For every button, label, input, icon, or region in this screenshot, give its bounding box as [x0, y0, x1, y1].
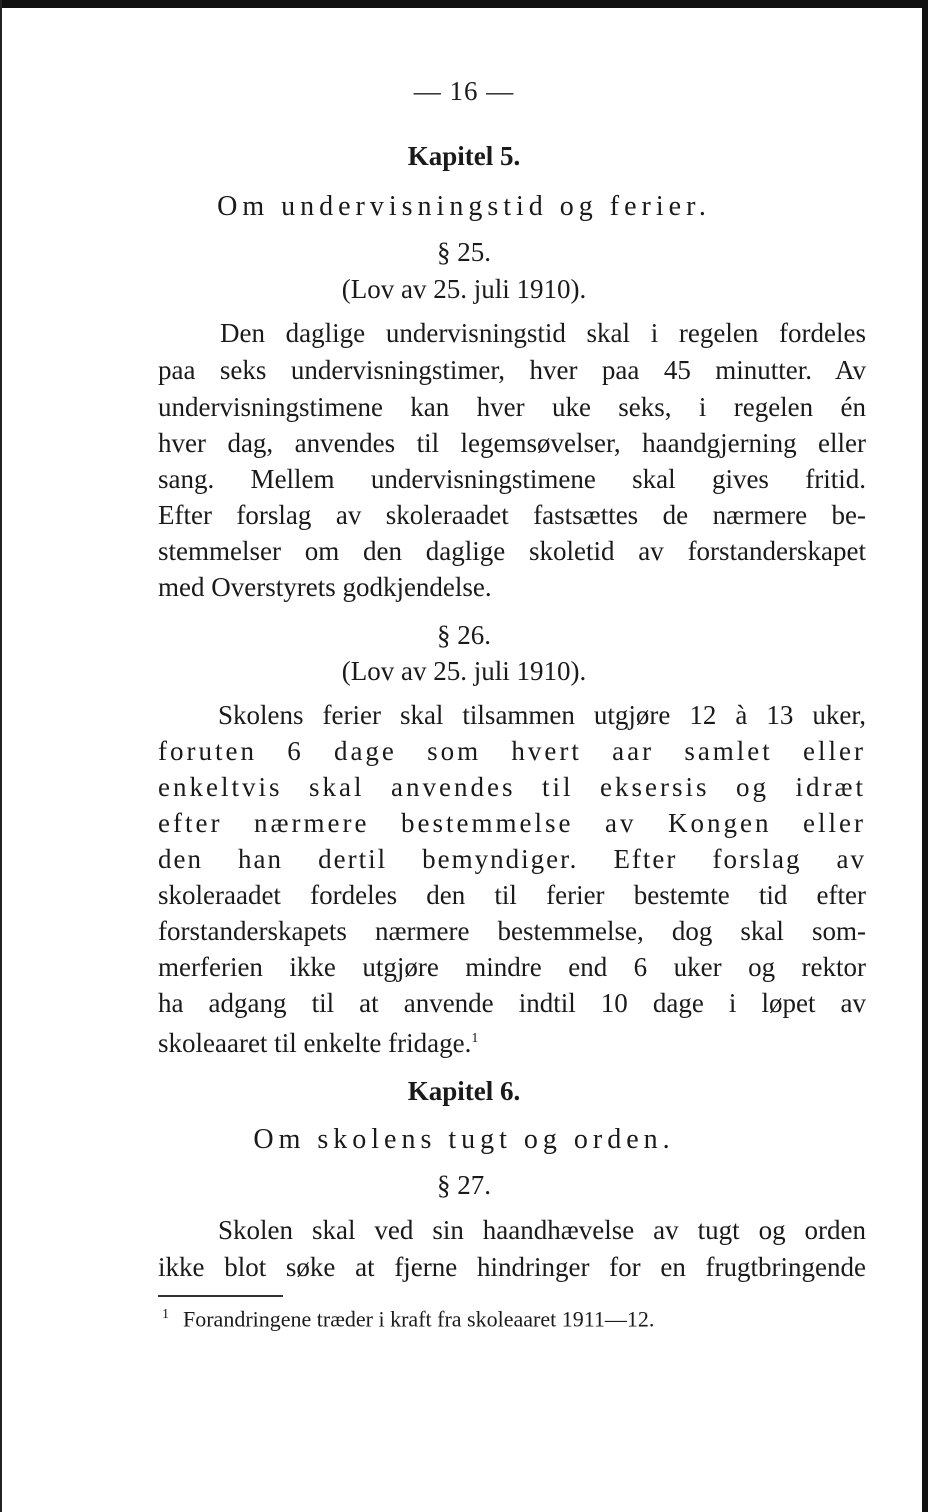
footnote-text: Forandringene træder i kraft fra skoleaaret 1911—12. — [183, 1306, 655, 1332]
footnote-marker: 1 — [162, 1307, 169, 1322]
scan-edge-right — [922, 0, 928, 1512]
s25-line-2: paa seks undervisningstimer, hver paa 45 minutter. Av — [158, 355, 866, 385]
section-26-law: (Lov av 25. juli 1910). — [341, 656, 587, 686]
s26-line-1: Skolens ferier skal tilsammen utgjøre 12 à 13 uker, — [218, 700, 866, 730]
s26-line-4: efter nærmere bestemmelse av Kongen eller — [158, 808, 866, 838]
chapter-5-subtitle: Om undervisningstid og ferier. — [217, 191, 711, 222]
scan-edge-top — [0, 0, 928, 8]
footnote-rule — [158, 1295, 283, 1297]
chapter-6-title: Kapitel 6. — [407, 1076, 521, 1106]
s25-line-6: Efter forslag av skoleraadet fastsættes de nærmere be- — [158, 500, 866, 530]
chapter-5-title: Kapitel 5. — [407, 141, 521, 171]
s26-line-6: skoleraadet fordeles den til ferier bestemte tid efter — [158, 880, 866, 910]
s25-line-4: hver dag, anvendes til legemsøvelser, haandgjerning eller — [158, 428, 866, 458]
s26-line-9: ha adgang til at anvende indtil 10 dage i løpet av — [158, 988, 866, 1018]
s25-line-8: med Overstyrets godkjendelse. — [158, 572, 492, 602]
s26-line-8: merferien ikke utgjøre mindre end 6 uker og rektor — [158, 952, 866, 982]
section-27-heading: § 27. — [437, 1170, 491, 1200]
s25-line-1: Den daglige undervisningstid skal i regelen fordeles — [220, 318, 866, 348]
s27-line-1: Skolen skal ved sin haandhævelse av tugt og orden — [218, 1215, 866, 1245]
section-25-heading: § 25. — [437, 237, 491, 267]
section-26-heading: § 26. — [437, 620, 491, 650]
s26-line-5: den han dertil bemyndiger. Efter forslag av — [158, 844, 866, 874]
chapter-6-subtitle: Om skolens tugt og orden. — [253, 1124, 675, 1155]
s25-line-5: sang. Mellem undervisningstimene skal gives fritid. — [158, 464, 866, 494]
s26-line-10 — [158, 1019, 866, 1059]
s26-line-10-text: skoleaaret til enkelte fridage. — [158, 1028, 472, 1058]
s26-line-2: foruten 6 dage som hvert aar samlet eller — [158, 736, 866, 766]
scan-edge-left — [0, 0, 2, 1512]
s27-line-2: ikke blot søke at fjerne hindringer for en frugtbringende — [158, 1252, 866, 1282]
s26-line-3: enkeltvis skal anvendes til eksersis og idræt — [158, 772, 866, 802]
s25-line-3: undervisningstimene kan hver uke seks, i regelen én — [158, 392, 866, 422]
footnote — [162, 1300, 654, 1334]
section-25-law: (Lov av 25. juli 1910). — [341, 274, 587, 304]
footnote-reference: 1 — [471, 1031, 479, 1046]
s26-line-7: forstanderskapets nærmere bestemmelse, dog skal som- — [158, 916, 866, 946]
page-number: — 16 — — [413, 76, 515, 106]
s25-line-7: stemmelser om den daglige skoletid av forstanderskapet — [158, 536, 866, 566]
